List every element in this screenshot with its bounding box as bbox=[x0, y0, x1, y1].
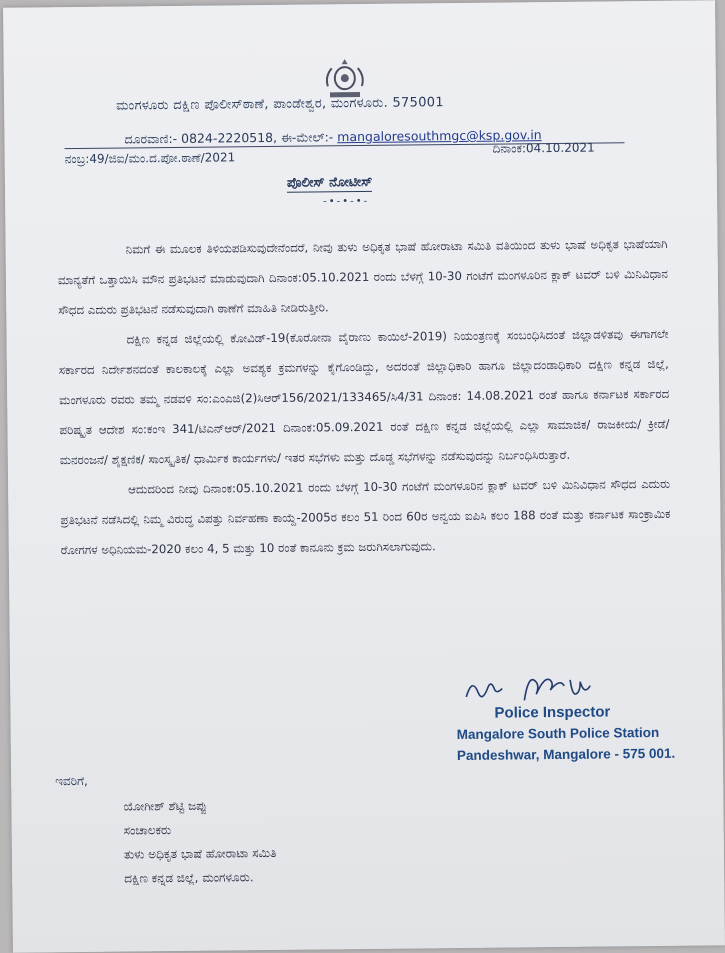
notice-title: ಪೊಲೀಸ್ ನೋಟೀಸ್ bbox=[286, 174, 373, 191]
body-paragraph-1: ನಿಮಗೆ ಈ ಮೂಲಕ ತಿಳಿಯಪಡಿಸುವುದೇನೆಂದರೆ, ನೀವು ತುಳು ಅಧಿಕೃತ ಭಾಷೆ ಹೋರಾಟಾ ಸಮಿತಿ ವತಿಯಿಂದ ತುಳು ಭಾಷೆ ಅಧಿಕೃತ ಭಾಷೆಯಾಗಿ ಮಾನ್ಯತೆಗೆ ಒತ್ತಾಯಿಸಿ ಮೌನ ಪ್ರತಿಭಟನೆ ಮಾಡುವುದಾಗಿ ದಿನಾಂಕ:05.10.2021 ರಂದು ಬೆಳಗ್ಗೆ 10-30 ಗಂಟೆಗೆ ಮಂಗಳೂರಿನ ಕ್ಲಾಕ್ ಟವರ್ ಬಳಿ ಮಿನಿವಿಧಾನ ಸೌಧದ ಎದುರು ಪ್ರತಿಭಟನೆ ನಡೆಸುವುದಾಗಿ ಠಾಣೆಗೆ ಮಾಹಿತಿ ನೀಡಿರುತ್ತೀರಿ. bbox=[57, 236, 668, 318]
station-address-en: Pandeshwar, Mangalore - 575 001. bbox=[456, 745, 676, 764]
karnataka-police-emblem-icon bbox=[322, 56, 368, 100]
notice-date: ದಿನಾಂಕ:04.10.2021 bbox=[492, 140, 595, 156]
reference-number: ನಂಬ್ರ:49/ಜಿಐ/ಮಂ.ದ.ಪೋ.ಠಾಣೆ/2021 bbox=[64, 150, 236, 167]
station-address: ಮಂಗಳೂರು ದಕ್ಷಿಣ ಪೊಲೀಸ್‌ಠಾಣೆ, ಪಾಂಡೇಶ್ವರ, ಮಂಗಳೂರು. 575001 bbox=[116, 95, 444, 114]
notice-paper bbox=[3, 0, 725, 952]
recipient-role: ಸಂಚಾಲಕರು bbox=[123, 823, 172, 838]
recipient-name: ಯೋಗೀಶ್ ಶೆಟ್ಟಿ ಜಪ್ಪು bbox=[123, 798, 207, 814]
recipient-label: ಇವರಿಗೆ, bbox=[55, 773, 88, 789]
recipient-organization: ತುಳು ಅಧಿಕೃತ ಭಾಷೆ ಹೋರಾಟಾ ಸಮಿತಿ bbox=[123, 845, 277, 862]
body-paragraph-3: ಆದುದರಿಂದ ನೀವು ದಿನಾಂಕ:05.10.2021 ರಂದು ಬೆಳಗ್ಗೆ 10-30 ಗಂಟೆಗೆ ಮಂಗಳೂರಿನ ಕ್ಲಾಕ್ ಟವರ್ ಬಳಿ ಮಿನಿವಿಧಾನ ಸೌಧದ ಎದುರು ಪ್ರತಿಭಟನೆ ನಡೆಸಿದಲ್ಲಿ ನಿಮ್ಮ ವಿರುದ್ಧ ವಿಪತ್ತು ನಿರ್ವಹಣಾ ಕಾಯ್ದೆ-2005ರ ಕಲಂ 51 ರಿಂದ 60ರ ಅನ್ವಯ ಐಪಿಸಿ ಕಲಂ 188 ರಂತೆ ಮತ್ತು ಕರ್ನಾಟಕ ಸಾಂಕ್ರಾಮಿಕ ರೋಗಗಳ ಅಧಿನಿಯಮ-2020 ಕಲಂ 4, 5 ಮತ್ತು 10 ರಂತೆ ಕಾನೂನು ಕ್ರಮ ಜರುಗಿಸಲಾಗುವುದು. bbox=[60, 476, 671, 558]
station-name: Mangalore South Police Station bbox=[456, 724, 660, 743]
recipient-location: ದಕ್ಷಿಣ ಕನ್ನಡ ಜಿಲ್ಲೆ, ಮಂಗಳೂರು. bbox=[124, 870, 254, 886]
recipient-address bbox=[123, 793, 276, 891]
signature-stamp bbox=[456, 701, 675, 766]
body-paragraph-2: ದಕ್ಷಿಣ ಕನ್ನಡ ಜಿಲ್ಲೆಯಲ್ಲಿ ಕೋವಿಡ್-19(ಕೊರೋನಾ ವೈರಾಣು ಕಾಯಿಲೆ-2019) ನಿಯಂತ್ರಣಕ್ಕೆ ಸಂಬಂಧಿಸಿದಂತೆ ಜಿಲ್ಲಾಡಳಿತವು ಈಗಾಗಲೇ ಸರ್ಕಾರದ ನಿರ್ದೇಶನದಂತೆ ಕಾಲಕಾಲಕ್ಕೆ ಎಲ್ಲಾ ಅವಶ್ಯಕ ಕ್ರಮಗಳನ್ನು ಕೈಗೊಂಡಿದ್ದು, ಅದರಂತೆ ಜಿಲ್ಲಾಧಿಕಾರಿ ಹಾಗೂ ಜಿಲ್ಲಾದಂಡಾಧಿಕಾರಿ ದಕ್ಷಿಣ ಕನ್ನಡ ಜಿಲ್ಲೆ, ಮಂಗಳೂರು ರವರು ತಮ್ಮ ನಡವಳಿ ಸಂ:ಎಂಎಜಿ(2)ಸಿಆರ್156/2021/133465/ಸಿ4/31 ದಿನಾಂಕ: 14.08.2021 ರಂತೆ ಹಾಗೂ ಕರ್ನಾಟಕ ಸರ್ಕಾರದ ಪರಿಷ್ಕೃತ ಆದೇಶ ಸಂ:ಕಂಇ 341/ಟಿಎನ್ಆರ್/2021 ದಿನಾಂಕ:05.09.2021 ರಂತೆ ದಕ್ಷಿಣ ಕನ್ನಡ ಜಿಲ್ಲೆಯಲ್ಲಿ ಎಲ್ಲಾ ಸಾಮಾಜಿಕ/ ರಾಜಕೀಯ/ ಕ್ರೀಡೆ/ ಮನರಂಜನೆ/ ಶೈಕ್ಷಣಿಕ/ ಸಾಂಸ್ಕೃತಿಕ/ ಧಾರ್ಮಿಕ ಕಾರ್ಯಗಳು/ ಇತರ ಸಭೆಗಳು ಮತ್ತು ದೊಡ್ಡ ಸಭೆಗಳನ್ನು ನಡೆಸುವುದನ್ನು ನಿರ್ಬಂಧಿಸಿರುತ್ತಾರೆ. bbox=[58, 326, 670, 468]
signatory-title: Police Inspector bbox=[494, 703, 611, 722]
title-ornament: -•-•-•- bbox=[323, 195, 370, 208]
email-link[interactable]: mangaloresouthmgc@ksp.gov.in bbox=[337, 127, 542, 145]
phone-text: ದೂರವಾಣಿ:- 0824-2220518, ಈ-ಮೇಲ್:- bbox=[124, 129, 334, 147]
notice-body bbox=[57, 229, 670, 565]
